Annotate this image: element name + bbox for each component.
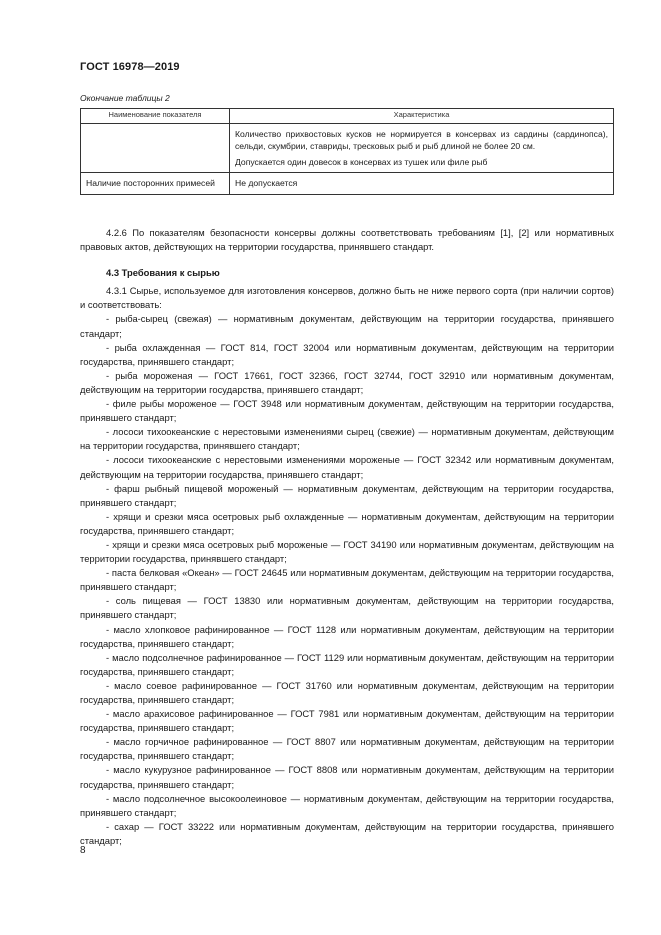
list-item: - рыба мороженая — ГОСТ 17661, ГОСТ 32366, ГОСТ 32744, ГОСТ 32910 или нормативным документам, действующим на территории государства, принявшего стандарт; bbox=[80, 369, 614, 395]
list-item: - фарш рыбный пищевой мороженый — нормативным документам, действующим на территории государства, принявшего стандарт; bbox=[80, 482, 614, 508]
table-cell-characteristic: Не допускается bbox=[230, 173, 614, 194]
characteristic-paragraph: Количество прихвостовых кусков не нормируется в консервах из сардины (сардинопса), сельди, скумбрии, ставриды, тресковых рыб и рыб длиной не более 20 см. bbox=[235, 129, 608, 152]
list-item: - лососи тихоокеанские с нерестовыми изменениями мороженые — ГОСТ 32342 или нормативным документам, действующим на территории государства, принявшего стандарт; bbox=[80, 454, 614, 480]
list-item: - паста белковая «Океан» — ГОСТ 24645 или нормативным документам, действующим на территории государства, принявшего стандарт; bbox=[80, 567, 614, 593]
list-item: - масло хлопковое рафинированное — ГОСТ 1128 или нормативным документам, действующим на территории государства, принявшего стандарт; bbox=[80, 623, 614, 649]
list-item: - масло горчичное рафинированное — ГОСТ 8807 или нормативным документам, действующим на территории государства, принявшего стандарт; bbox=[80, 736, 614, 762]
list-item: - рыба охлажденная — ГОСТ 814, ГОСТ 32004 или нормативным документам, действующим на территории государства, принявшего стандарт; bbox=[80, 341, 614, 367]
indicators-table bbox=[80, 108, 614, 195]
document-header: ГОСТ 16978—2019 bbox=[80, 61, 180, 73]
list-item: - масло подсолнечное рафинированное — ГОСТ 1129 или нормативным документам, действующим на территории государства, принявшего стандарт; bbox=[80, 651, 614, 677]
list-item: - хрящи и срезки мяса осетровых рыб охлажденные — нормативным документам, действующим на территории государства, принявшего стандарт; bbox=[80, 510, 614, 536]
table-caption: Окончание таблицы 2 bbox=[80, 93, 170, 103]
table-cell-indicator bbox=[81, 124, 230, 173]
list-item: - масло арахисовое рафинированное — ГОСТ 7981 или нормативным документам, действующим на территории государства, принявшего стандарт; bbox=[80, 708, 614, 734]
characteristic-paragraph: Допускается один довесок в консервах из тушек или филе рыб bbox=[235, 156, 488, 167]
table-row bbox=[81, 173, 614, 194]
table-cell-indicator: Наличие посторонних примесей bbox=[81, 173, 230, 194]
document-body bbox=[80, 226, 614, 848]
section-heading: 4.3 Требования к сырью bbox=[106, 267, 220, 279]
list-item: - рыба-сырец (свежая) — нормативным документам, действующим на территории государства, принявшего стандарт; bbox=[80, 313, 614, 339]
page-number: 8 bbox=[80, 845, 86, 856]
list-item: - масло соевое рафинированное — ГОСТ 31760 или нормативным документам, действующим на территории государства, принявшего стандарт; bbox=[80, 679, 614, 705]
table-row bbox=[81, 124, 614, 173]
list-item: - масло подсолнечное высокоолеиновое — нормативным документам, действующим на территории государства, принявшего стандарт; bbox=[80, 792, 614, 818]
column-header-indicator: Наименование показателя bbox=[81, 109, 230, 124]
column-header-characteristic: Характеристика bbox=[230, 109, 614, 124]
list-item: - сахар — ГОСТ 33222 или нормативным документам, действующим на территории государства, принявшего стандарт; bbox=[80, 820, 614, 846]
list-item: - лососи тихоокеанские с нерестовыми изменениями сырец (свежие) — нормативным документам, действующим на территории государства, принявшего стандарт; bbox=[80, 426, 614, 452]
list-item: - масло кукурузное рафинированное — ГОСТ 8808 или нормативным документам, действующим на территории государства, принявшего стандарт; bbox=[80, 764, 614, 790]
table-header-row bbox=[81, 109, 614, 124]
list-item: - хрящи и срезки мяса осетровых рыб мороженые — ГОСТ 34190 или нормативным документам, действующим на территории государства, принявшего стандарт; bbox=[80, 538, 614, 565]
list-item: - соль пищевая — ГОСТ 13830 или нормативным документам, действующим на территории государства, принявшего стандарт; bbox=[80, 595, 614, 621]
list-item: - филе рыбы мороженое — ГОСТ 3948 или нормативным документам, действующим на территории государства, принявшего стандарт; bbox=[80, 398, 614, 424]
table-cell-characteristic bbox=[230, 124, 614, 173]
paragraph-4-3-1: 4.3.1 Сырье, используемое для изготовления консервов, должно быть не ниже первого сорта (при наличии сортов) и соответствовать: bbox=[80, 285, 614, 311]
paragraph-4-2-6: 4.2.6 По показателям безопасности консервы должны соответствовать требованиям [1], [2] или нормативных правовых актов, действующих на территории государства, принявшего стандарт. bbox=[80, 227, 614, 253]
